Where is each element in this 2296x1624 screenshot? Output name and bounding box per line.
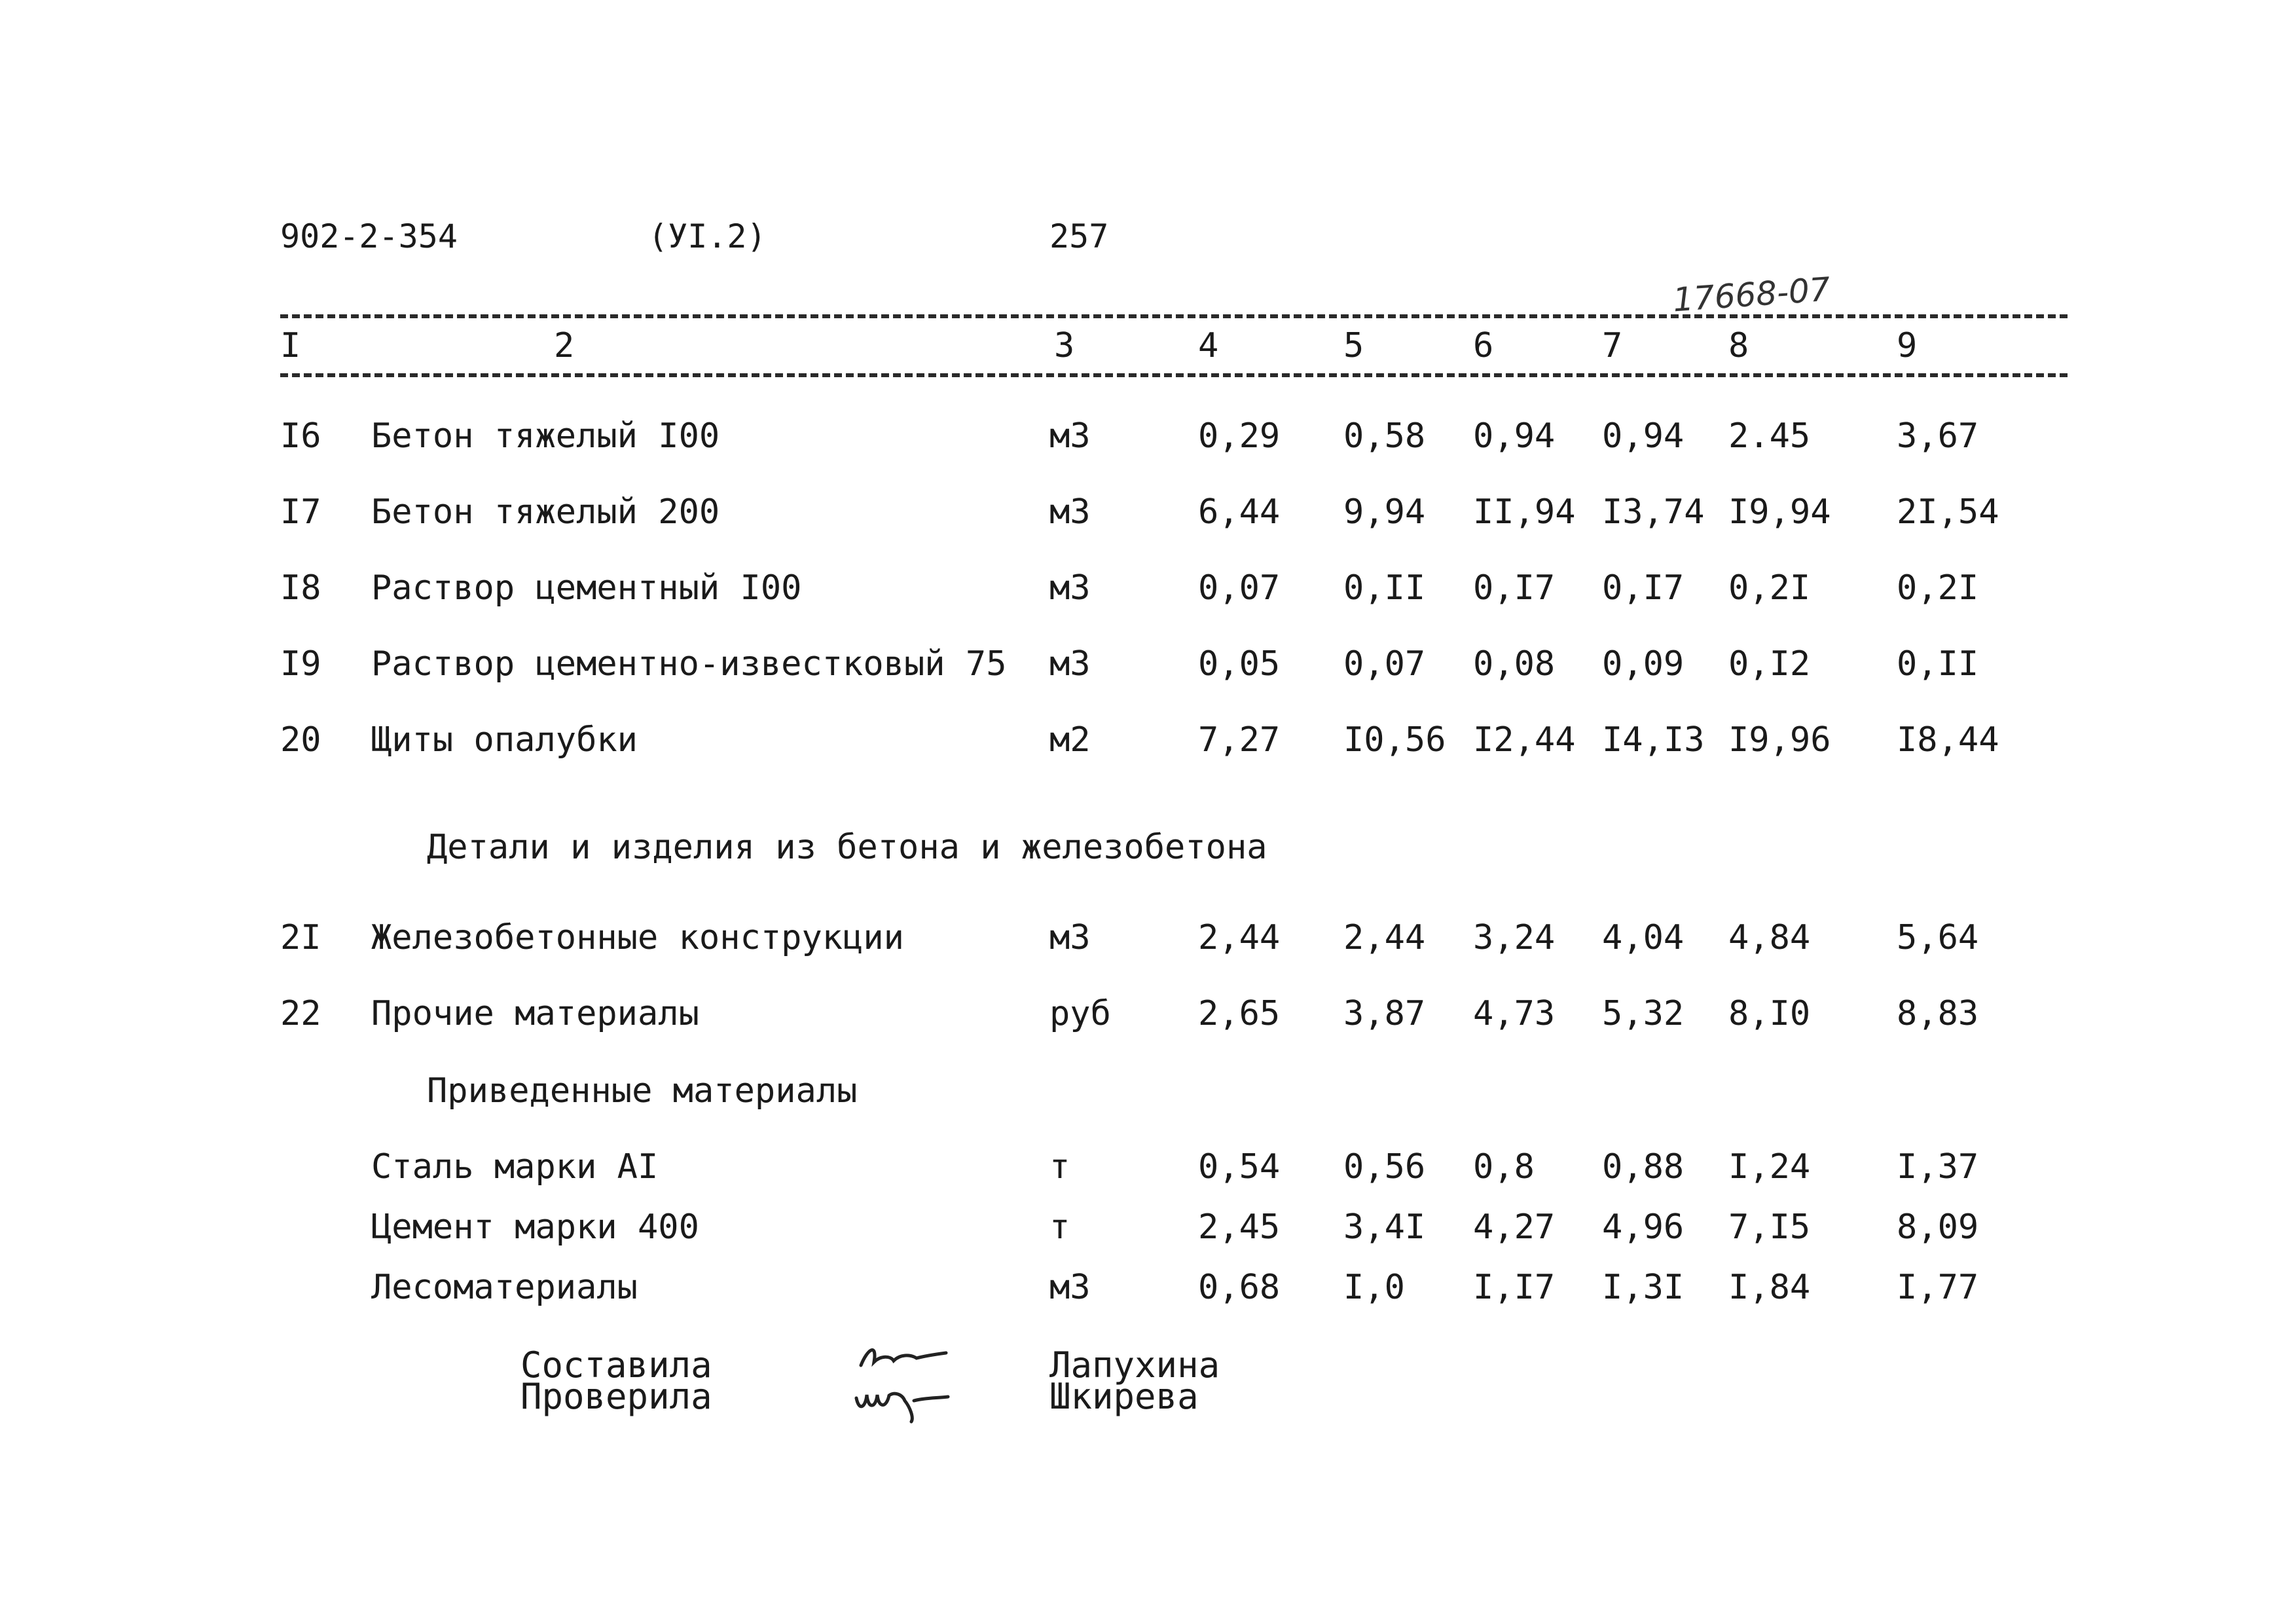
compiled-label: Составила bbox=[520, 1344, 712, 1386]
row-unit: м3 bbox=[1049, 568, 1091, 608]
row-value: 0,88 bbox=[1602, 1147, 1685, 1187]
row-unit: м3 bbox=[1049, 644, 1091, 684]
row-unit: м2 bbox=[1049, 720, 1091, 760]
row-unit: м3 bbox=[1049, 492, 1091, 532]
row-unit: м3 bbox=[1049, 1268, 1091, 1307]
row-name: Железобетонные конструкции bbox=[371, 918, 904, 957]
row-num: 20 bbox=[280, 720, 321, 760]
row-value: I,0 bbox=[1343, 1268, 1405, 1307]
row-unit: руб bbox=[1049, 994, 1111, 1033]
row-num: I8 bbox=[280, 568, 321, 608]
row-num: I6 bbox=[280, 416, 321, 456]
col-num-9: 9 bbox=[1897, 326, 1918, 365]
row-value: 9,94 bbox=[1343, 492, 1426, 532]
row-value: 0,09 bbox=[1602, 644, 1685, 684]
row-name: Раствор цементный I00 bbox=[371, 568, 802, 608]
row-value: 2,44 bbox=[1198, 918, 1281, 957]
row-value: I4,I3 bbox=[1602, 720, 1705, 760]
row-value: 0,2I bbox=[1728, 568, 1811, 608]
row-name: Прочие материалы bbox=[371, 994, 699, 1033]
row-value: 3,87 bbox=[1343, 994, 1426, 1033]
col-num-4: 4 bbox=[1198, 326, 1219, 365]
row-value: 8,09 bbox=[1897, 1208, 1979, 1247]
row-value: I9,94 bbox=[1728, 492, 1831, 532]
row-name: Бетон тяжелый I00 bbox=[371, 416, 720, 456]
row-value: I3,74 bbox=[1602, 492, 1705, 532]
row-value: 2,65 bbox=[1198, 994, 1281, 1033]
row-value: 0,I7 bbox=[1473, 568, 1556, 608]
row-value: 3,67 bbox=[1897, 416, 1979, 456]
row-value: 2,45 bbox=[1198, 1208, 1281, 1247]
row-name: Щиты опалубки bbox=[371, 720, 638, 760]
row-value: I2,44 bbox=[1473, 720, 1576, 760]
compiled-name: Лапухина bbox=[1049, 1344, 1220, 1386]
row-value: I,77 bbox=[1897, 1268, 1979, 1307]
row-num: 22 bbox=[280, 994, 321, 1033]
row-value: 0,07 bbox=[1198, 568, 1281, 608]
row-value: 3,4I bbox=[1343, 1208, 1426, 1247]
row-value: I9,96 bbox=[1728, 720, 1831, 760]
row-value: 2I,54 bbox=[1897, 492, 1999, 532]
row-value: I,84 bbox=[1728, 1268, 1811, 1307]
col-num-6: 6 bbox=[1473, 326, 1494, 365]
row-value: 7,27 bbox=[1198, 720, 1281, 760]
row-value: 4,73 bbox=[1473, 994, 1556, 1033]
row-value: 0,II bbox=[1897, 644, 1979, 684]
row-name: Раствор цементно-известковый 75 bbox=[371, 644, 1007, 684]
row-value: I,3I bbox=[1602, 1268, 1685, 1307]
checked-label: Проверила bbox=[520, 1376, 712, 1417]
col-num-5: 5 bbox=[1343, 326, 1364, 365]
section-code: (УI.2) bbox=[648, 217, 767, 255]
signature-mark-checked bbox=[851, 1372, 956, 1424]
doc-code: 902-2-354 bbox=[280, 217, 458, 255]
row-value: 0,05 bbox=[1198, 644, 1281, 684]
row-value: 0,2I bbox=[1897, 568, 1979, 608]
row-value: 0,58 bbox=[1343, 416, 1426, 456]
col-num-2: 2 bbox=[554, 326, 575, 365]
row-value: 6,44 bbox=[1198, 492, 1281, 532]
row-value: 0,56 bbox=[1343, 1147, 1426, 1187]
col-num-3: 3 bbox=[1054, 326, 1075, 365]
row-num: 2I bbox=[280, 918, 321, 957]
row-num: I7 bbox=[280, 492, 321, 532]
row-num: I9 bbox=[280, 644, 321, 684]
row-value: I,37 bbox=[1897, 1147, 1979, 1187]
row-value: II,94 bbox=[1473, 492, 1576, 532]
row-unit: т bbox=[1049, 1208, 1070, 1247]
row-value: 0,68 bbox=[1198, 1268, 1281, 1307]
row-name: Лесоматериалы bbox=[371, 1268, 638, 1307]
row-value: I,24 bbox=[1728, 1147, 1811, 1187]
header-rule-top bbox=[280, 314, 2068, 318]
row-unit: м3 bbox=[1049, 918, 1091, 957]
row-value: 3,24 bbox=[1473, 918, 1556, 957]
row-value: 0,07 bbox=[1343, 644, 1426, 684]
row-value: 4,27 bbox=[1473, 1208, 1556, 1247]
row-name: Бетон тяжелый 200 bbox=[371, 492, 720, 532]
col-num-7: 7 bbox=[1602, 326, 1623, 365]
col-num-8: 8 bbox=[1728, 326, 1749, 365]
row-value: I0,56 bbox=[1343, 720, 1446, 760]
row-value: 0,I2 bbox=[1728, 644, 1811, 684]
section-title-reduced-materials: Приведенные материалы bbox=[427, 1071, 858, 1111]
page-number: 257 bbox=[1049, 217, 1109, 255]
row-value: I8,44 bbox=[1897, 720, 1999, 760]
row-value: 0,8 bbox=[1473, 1147, 1535, 1187]
handwritten-code: 17668-07 bbox=[1671, 270, 1832, 320]
checked-name: Шкирева bbox=[1049, 1376, 1199, 1417]
row-value: 0,08 bbox=[1473, 644, 1556, 684]
row-value: 0,94 bbox=[1602, 416, 1685, 456]
col-num-1: I bbox=[280, 326, 301, 365]
section-title-concrete-products: Детали и изделия из бетона и железобетона bbox=[427, 828, 1267, 867]
header-rule-bottom bbox=[280, 373, 2068, 377]
row-name: Цемент марки 400 bbox=[371, 1208, 699, 1247]
row-value: 0,II bbox=[1343, 568, 1426, 608]
row-value: 0,54 bbox=[1198, 1147, 1281, 1187]
row-unit: т bbox=[1049, 1147, 1070, 1187]
row-value: 0,29 bbox=[1198, 416, 1281, 456]
row-value: 8,83 bbox=[1897, 994, 1979, 1033]
row-value: 0,94 bbox=[1473, 416, 1556, 456]
row-value: 4,04 bbox=[1602, 918, 1685, 957]
row-value: I,I7 bbox=[1473, 1268, 1556, 1307]
row-value: 5,64 bbox=[1897, 918, 1979, 957]
row-value: 8,I0 bbox=[1728, 994, 1811, 1033]
row-value: 4,84 bbox=[1728, 918, 1811, 957]
row-value: 0,I7 bbox=[1602, 568, 1685, 608]
row-unit: м3 bbox=[1049, 416, 1091, 456]
row-value: 2,44 bbox=[1343, 918, 1426, 957]
row-value: 2.45 bbox=[1728, 416, 1811, 456]
row-value: 5,32 bbox=[1602, 994, 1685, 1033]
row-name: Сталь марки AI bbox=[371, 1147, 659, 1187]
row-value: 7,I5 bbox=[1728, 1208, 1811, 1247]
row-value: 4,96 bbox=[1602, 1208, 1685, 1247]
signature-mark-compiled bbox=[854, 1336, 953, 1375]
